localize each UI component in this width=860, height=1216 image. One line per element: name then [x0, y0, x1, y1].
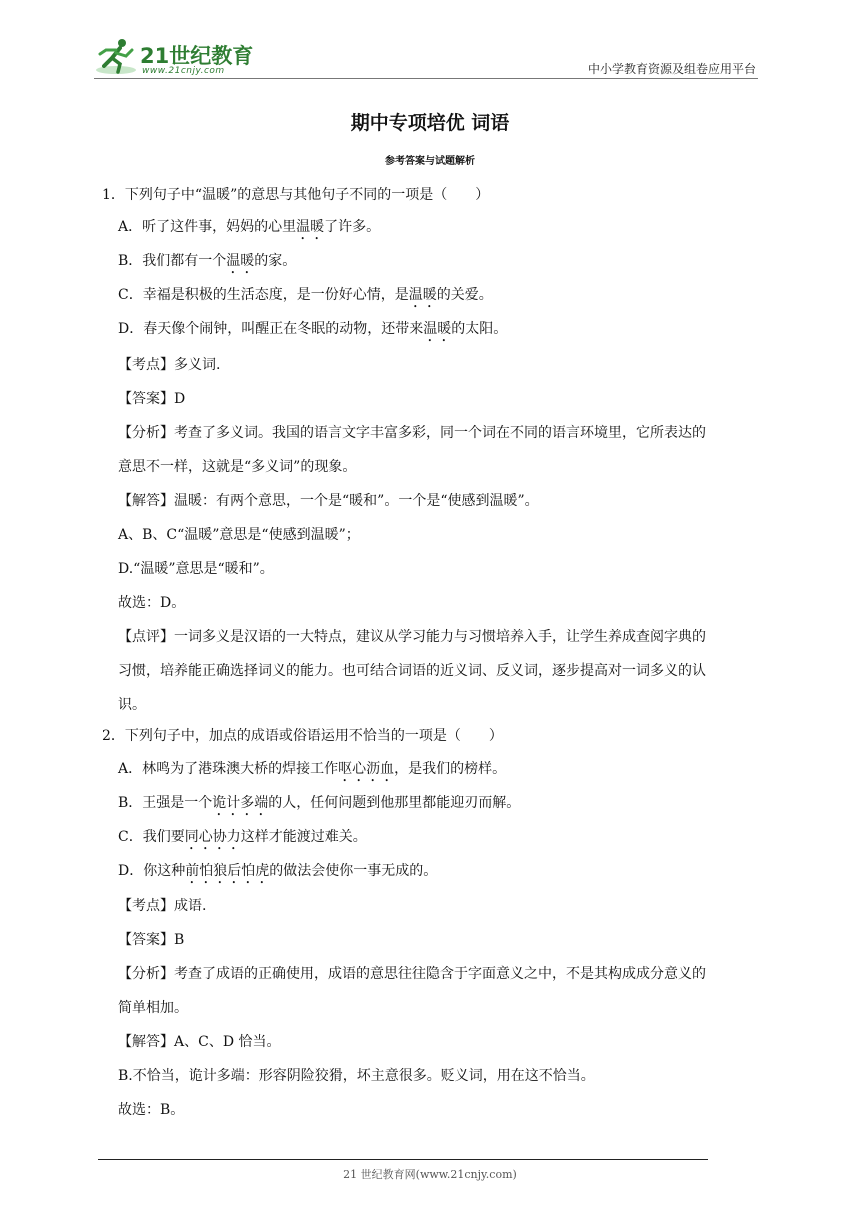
option-text: 的做法会使你一事无成的。	[269, 863, 438, 879]
question-2-analysis-line-2: 简单相加。	[118, 1000, 188, 1016]
question-2-kaodian: 【考点】成语.	[118, 898, 207, 914]
option-text: ，是我们的榜样。	[394, 761, 507, 777]
question-2-solution-line-2: B.不恰当，诡计多端：形容阴险狡猾，坏主意很多。贬义词，用在这不恰当。	[118, 1068, 595, 1084]
question-1-comment-line-1: 【点评】一词多义是汉语的一大特点，建议从学习能力与习惯培养入手，让学生养成查阅字典的	[118, 629, 706, 645]
emphasized-word: 同心协力	[184, 829, 241, 845]
platform-name: 中小学教育资源及组卷应用平台	[587, 62, 756, 76]
question-2-option-c	[118, 828, 367, 853]
question-2-stem: 2．下列句子中，加点的成语或俗语运用不恰当的一项是（ ）	[102, 728, 503, 744]
question-1-kaodian: 【考点】多义词.	[118, 357, 221, 373]
emphasized-word: 温暖	[226, 253, 255, 269]
option-text: 这样才能渡过难关。	[240, 829, 367, 845]
logo-url: www.21cnjy.com	[142, 66, 225, 76]
runner-icon	[94, 36, 138, 76]
question-2-option-a	[118, 760, 506, 785]
emphasized-word: 温暖	[296, 219, 325, 235]
question-1-solution-line-3: D.“温暖”意思是“暖和”。	[118, 561, 274, 577]
question-2-answer: 【答案】B	[118, 932, 185, 948]
option-text: 的家。	[254, 253, 297, 269]
option-text: D．春天像个闹钟，叫醒正在冬眠的动物，还带来	[118, 321, 424, 337]
page-subtitle: 参考答案与试题解析	[385, 156, 475, 167]
option-text: 的太阳。	[451, 321, 508, 337]
question-1-solution-line-2: A、B、C“温暖”意思是“使感到温暖”；	[118, 527, 360, 543]
option-text: C．我们要	[118, 829, 185, 845]
emphasized-word: 呕心沥血	[338, 761, 395, 777]
question-1-choice: 故选：D。	[118, 595, 186, 611]
option-text: B．王强是一个	[118, 795, 213, 811]
option-text: 的关爱。	[436, 287, 493, 303]
footer-link[interactable]: 21 世纪教育网(www.21cnjy.com)	[343, 1168, 517, 1181]
option-text: A．林鸣为了港珠澳大桥的焊接工作	[118, 761, 339, 777]
question-1-option-b	[118, 252, 296, 277]
footer-divider	[98, 1159, 708, 1160]
question-1-solution-line-1: 【解答】温暖：有两个意思，一个是“暖和”。一个是“使感到温暖”。	[118, 493, 539, 509]
question-1-analysis-line-2: 意思不一样，这就是“多义词”的现象。	[118, 459, 357, 475]
question-2-option-d	[118, 862, 437, 887]
question-1-stem: 1．下列句子中“温暖”的意思与其他句子不同的一项是（ ）	[102, 187, 490, 203]
emphasized-word: 前怕狼后怕虎	[185, 863, 270, 879]
question-2-option-b	[118, 794, 520, 819]
site-logo[interactable]	[94, 36, 264, 76]
question-2-choice: 故选：B。	[118, 1102, 185, 1118]
question-2-analysis-line-1: 【分析】考查了成语的正确使用，成语的意思往往隐含于字面意义之中，不是其构成成分意义的	[118, 966, 706, 982]
question-1-option-d	[118, 320, 507, 345]
question-1-option-a	[118, 218, 380, 243]
question-1-option-c	[118, 286, 493, 311]
emphasized-word: 诡计多端	[212, 795, 269, 811]
question-1-comment-line-2: 习惯，培养能正确选择词义的能力。也可结合词语的近义词、反义词，逐步提高对一词多义的认	[118, 663, 706, 679]
question-1-answer: 【答案】D	[118, 391, 186, 407]
option-text: B．我们都有一个	[118, 253, 227, 269]
header-divider	[94, 78, 758, 79]
question-1-comment-line-3: 识。	[118, 697, 146, 713]
option-text: 的人，任何问题到他那里都能迎刃而解。	[268, 795, 521, 811]
option-text: 了许多。	[324, 219, 381, 235]
option-text: A．听了这件事，妈妈的心里	[118, 219, 297, 235]
page-header	[94, 32, 758, 80]
question-2-solution-line-1: 【解答】A、C、D 恰当。	[118, 1034, 281, 1050]
logo-text: 21世纪教育	[140, 44, 254, 68]
option-text: D．你这种	[118, 863, 186, 879]
page-title: 期中专项培优 词语	[350, 112, 510, 134]
emphasized-word: 温暖	[423, 321, 452, 337]
question-1-analysis-line-1: 【分析】考查了多义词。我国的语言文字丰富多彩，同一个词在不同的语言环境里，它所表达的	[118, 425, 706, 441]
emphasized-word: 温暖	[408, 287, 437, 303]
option-text: C．幸福是积极的生活态度，是一份好心情，是	[118, 287, 409, 303]
